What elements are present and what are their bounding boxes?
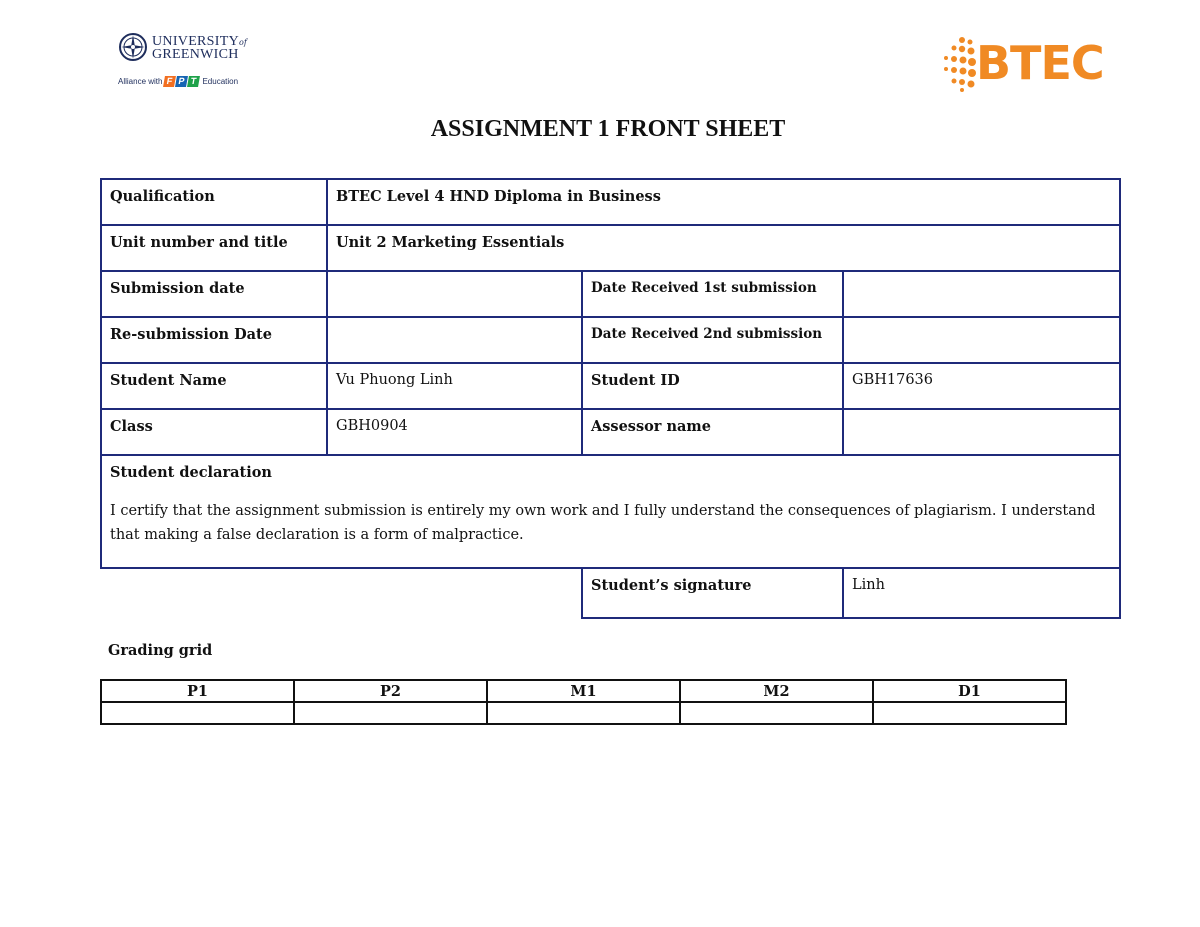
alliance-prefix: Alliance with bbox=[118, 77, 163, 86]
signature-value[interactable]: Linh bbox=[843, 568, 1120, 618]
grading-grid-label: Grading grid bbox=[108, 642, 213, 659]
unit-value: Unit 2 Marketing Essentials bbox=[327, 225, 1120, 271]
student-name-label: Student Name bbox=[101, 363, 327, 409]
date-received-2-value[interactable] bbox=[843, 317, 1120, 363]
page-title: ASSIGNMENT 1 FRONT SHEET bbox=[430, 116, 786, 142]
fpt-letter-t: T bbox=[187, 76, 200, 87]
grading-grid bbox=[100, 679, 1067, 725]
submission-date-label: Submission date bbox=[101, 271, 327, 317]
declaration-text: I certify that the assignment submission is entirely my own work and I fully understand the consequences of plagiarism. I understand that making a false declaration is a form of malpractice. bbox=[110, 503, 1096, 543]
grade-value-d1[interactable] bbox=[873, 702, 1066, 724]
resubmission-value[interactable] bbox=[327, 317, 582, 363]
resubmission-row bbox=[101, 317, 1120, 363]
class-value[interactable]: GBH0904 bbox=[327, 409, 582, 455]
signature-spacer bbox=[101, 568, 582, 618]
unit-label: Unit number and title bbox=[101, 225, 327, 271]
student-row bbox=[101, 363, 1120, 409]
qualification-row bbox=[101, 179, 1120, 225]
unit-row bbox=[101, 225, 1120, 271]
student-name-value[interactable]: Vu Phuong Linh bbox=[327, 363, 582, 409]
grade-col-m2: M2 bbox=[680, 680, 873, 702]
submission-date-value[interactable] bbox=[327, 271, 582, 317]
fpt-letter-f: F bbox=[163, 76, 176, 87]
grading-value-row bbox=[101, 702, 1066, 724]
fpt-letter-p: P bbox=[175, 76, 188, 87]
btec-logo bbox=[936, 34, 1126, 92]
date-received-1-value[interactable] bbox=[843, 271, 1120, 317]
assessor-label: Assessor name bbox=[582, 409, 843, 455]
university-line1: UNIVERSITY bbox=[152, 33, 239, 49]
signature-row bbox=[101, 568, 1120, 618]
submission-row bbox=[101, 271, 1120, 317]
grade-value-p1[interactable] bbox=[101, 702, 294, 724]
front-sheet-table bbox=[100, 178, 1121, 619]
declaration-row bbox=[101, 455, 1120, 568]
signature-label: Student’s signature bbox=[582, 568, 843, 618]
declaration-cell bbox=[101, 455, 1120, 568]
grade-col-p2: P2 bbox=[294, 680, 487, 702]
grade-col-p1: P1 bbox=[101, 680, 294, 702]
grade-value-m1[interactable] bbox=[487, 702, 680, 724]
date-received-2-label: Date Received 2nd submission bbox=[582, 317, 843, 363]
date-received-1-label: Date Received 1st submission bbox=[582, 271, 843, 317]
alliance-suffix: Education bbox=[202, 77, 239, 86]
grade-value-p2[interactable] bbox=[294, 702, 487, 724]
class-label: Class bbox=[101, 409, 327, 455]
alliance-line bbox=[118, 76, 258, 87]
declaration-heading: Student declaration bbox=[110, 464, 272, 481]
university-line2: GREENWICH bbox=[152, 46, 239, 62]
resubmission-label: Re-submission Date bbox=[101, 317, 327, 363]
qualification-value: BTEC Level 4 HND Diploma in Business bbox=[327, 179, 1120, 225]
greenwich-compass-icon bbox=[118, 32, 148, 62]
grading-header-row bbox=[101, 680, 1066, 702]
grade-col-d1: D1 bbox=[873, 680, 1066, 702]
student-id-value[interactable]: GBH17636 bbox=[843, 363, 1120, 409]
class-row bbox=[101, 409, 1120, 455]
fpt-logo bbox=[164, 76, 200, 87]
grade-value-m2[interactable] bbox=[680, 702, 873, 724]
student-id-label: Student ID bbox=[582, 363, 843, 409]
university-of: of bbox=[239, 37, 247, 47]
btec-dots-icon bbox=[936, 34, 980, 92]
grade-col-m1: M1 bbox=[487, 680, 680, 702]
btec-wordmark: BTEC bbox=[976, 36, 1104, 90]
university-of-greenwich-logo bbox=[118, 32, 258, 94]
assessor-value[interactable] bbox=[843, 409, 1120, 455]
qualification-label: Qualification bbox=[101, 179, 327, 225]
